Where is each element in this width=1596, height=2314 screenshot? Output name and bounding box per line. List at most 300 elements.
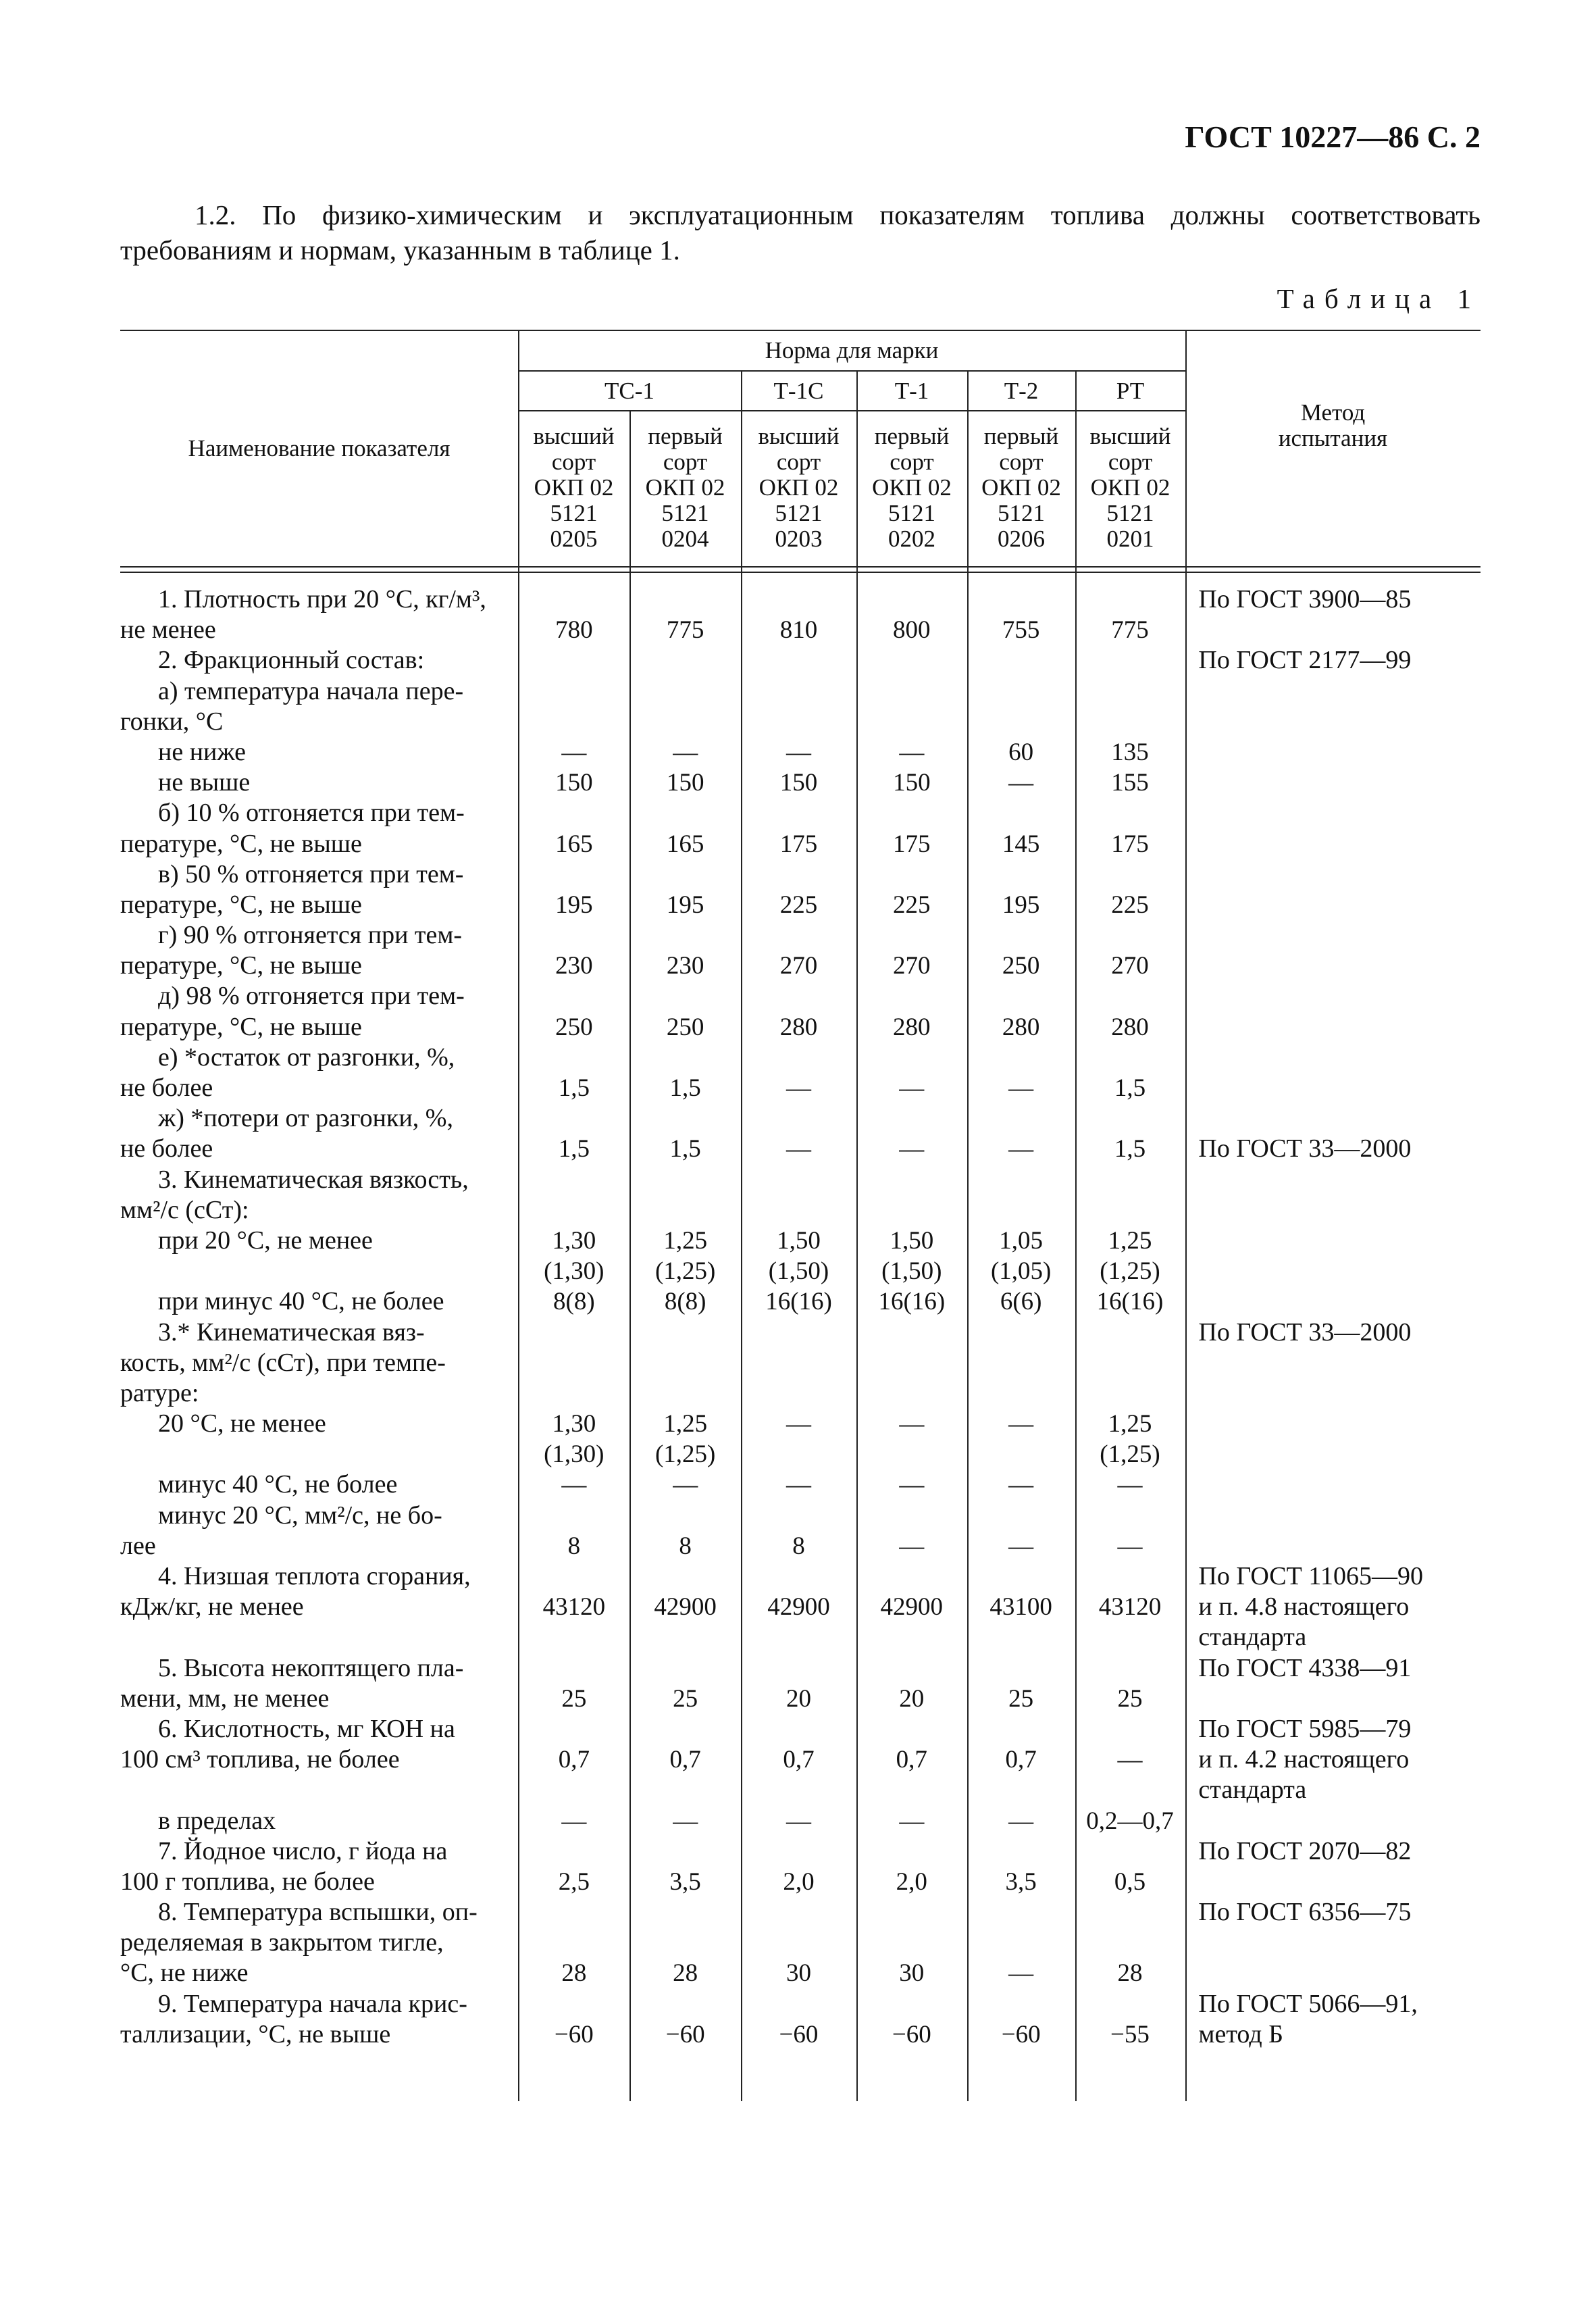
value-cell: 6(6): [1000, 1288, 1042, 1316]
value-cell: 755: [1002, 616, 1040, 645]
value-cell: 0,7: [896, 1746, 927, 1774]
value-cell: [518, 1836, 629, 1867]
value-cell: 1,5: [1114, 1135, 1146, 1163]
value-cell: 16(16): [878, 1288, 946, 1316]
sort-header-line: 0204: [661, 526, 709, 552]
value-cell: [1075, 920, 1185, 951]
method-cell: [1185, 1103, 1481, 1134]
method-cell: [1185, 707, 1481, 737]
value-cell: [967, 1897, 1075, 1928]
value-cell: (1,30): [544, 1257, 604, 1286]
value-cell: [1075, 1836, 1185, 1867]
value-cell: [518, 1501, 629, 1531]
method-cell: [1185, 1531, 1481, 1561]
method-cell: [1185, 1165, 1481, 1195]
value-cell: [741, 1042, 856, 1073]
value-cell: [967, 981, 1075, 1011]
value-cell: —: [786, 1471, 812, 1499]
value-cell: [856, 1195, 967, 1226]
value-cell: 800: [893, 616, 931, 645]
value-cell: —: [899, 1410, 925, 1438]
value-cell: 30: [899, 1959, 925, 1988]
sort-header-cell: [967, 424, 1075, 552]
table-row: [120, 676, 1481, 707]
table-row: [120, 584, 1481, 615]
indicator-name-cell: не выше: [158, 768, 251, 797]
value-cell: [629, 1103, 741, 1134]
value-cell: 225: [1111, 890, 1149, 919]
value-cell: [856, 676, 967, 707]
value-cell: 60: [1008, 738, 1034, 766]
method-cell: По ГОСТ 3900—85: [1198, 585, 1412, 613]
value-cell: 43120: [1098, 1593, 1162, 1621]
value-cell: [1075, 1042, 1185, 1073]
method-cell: [1185, 1195, 1481, 1226]
value-cell: [629, 1653, 741, 1684]
value-cell: 25: [1008, 1684, 1034, 1713]
indicator-name-cell: 100 см³ топлива, не более: [120, 1745, 400, 1774]
value-cell: [1075, 584, 1185, 615]
sort-header-line: сорт: [1108, 449, 1153, 475]
col-header-norm: Норма для марки: [765, 337, 939, 363]
method-cell: и п. 4.8 настоящего: [1198, 1592, 1410, 1621]
value-cell: [518, 1622, 629, 1653]
indicator-name-cell: мени, мм, не менее: [120, 1684, 330, 1713]
sort-header-line: 0203: [775, 526, 823, 552]
value-cell: [856, 584, 967, 615]
value-cell: [1075, 1775, 1185, 1805]
value-cell: [741, 676, 856, 707]
value-cell: [967, 645, 1075, 676]
indicator-name-cell: пературе, °С, не выше: [120, 829, 362, 858]
value-cell: (1,25): [654, 1440, 716, 1469]
value-cell: [741, 981, 856, 1011]
value-cell: [629, 1165, 741, 1195]
method-cell: [1185, 829, 1481, 859]
indicator-name-cell: 4. Низшая теплота сгорания,: [158, 1562, 471, 1590]
value-cell: 1,25: [1108, 1226, 1152, 1255]
value-cell: [629, 645, 741, 676]
value-cell: 175: [893, 830, 931, 858]
table-row: [120, 1012, 1481, 1042]
indicator-name-cell: б) 10 % отгоняется при тем-: [158, 799, 465, 828]
value-cell: [629, 1348, 741, 1378]
sort-header-line: ОКП 02: [981, 474, 1061, 501]
value-cell: [518, 1348, 629, 1378]
indicator-name-cell: пературе, °С, не выше: [120, 890, 362, 919]
table-row: [120, 768, 1481, 798]
value-cell: [856, 1165, 967, 1195]
value-cell: [1075, 1317, 1185, 1348]
value-cell: 3,5: [1005, 1867, 1037, 1896]
value-cell: [518, 1378, 629, 1409]
table-row: [120, 1348, 1481, 1378]
value-cell: 1,5: [1114, 1074, 1146, 1102]
value-cell: [856, 1501, 967, 1531]
value-cell: [629, 798, 741, 828]
indicator-name-cell: пературе, °С, не выше: [120, 951, 362, 980]
indicator-name-cell: д) 98 % отгоняется при тем-: [158, 982, 465, 1011]
value-cell: [856, 1928, 967, 1958]
value-cell: [967, 1501, 1075, 1531]
indicator-name-cell: при 20 °С, не менее: [158, 1226, 373, 1255]
table-row: [120, 1165, 1481, 1195]
table-row: [120, 829, 1481, 859]
value-cell: [518, 584, 629, 615]
value-cell: [967, 1042, 1075, 1073]
table-row: [120, 1867, 1481, 1897]
value-cell: [741, 1501, 856, 1531]
value-cell: 775: [666, 616, 704, 645]
table-row: [120, 951, 1481, 981]
value-cell: [1075, 981, 1185, 1011]
sort-header-line: сорт: [551, 449, 596, 475]
method-cell: [1185, 1286, 1481, 1317]
value-cell: [967, 798, 1075, 828]
table-row: [120, 1256, 1481, 1286]
value-cell: [856, 645, 967, 676]
value-cell: [629, 859, 741, 890]
value-cell: 195: [666, 890, 704, 919]
value-cell: —: [561, 1471, 587, 1499]
value-cell: 145: [1002, 830, 1040, 858]
indicator-name-cell: лее: [120, 1531, 156, 1560]
value-cell: [1075, 1897, 1185, 1928]
method-cell: [1185, 1256, 1481, 1286]
value-cell: —: [1117, 1532, 1143, 1560]
value-cell: [629, 1195, 741, 1226]
table-caption: Таблица 1: [1277, 283, 1481, 314]
value-cell: 28: [673, 1959, 698, 1988]
method-cell: [1185, 1928, 1481, 1958]
value-cell: [741, 1775, 856, 1805]
sort-header-line: сорт: [999, 449, 1044, 475]
value-cell: 1,25: [1108, 1410, 1152, 1438]
value-cell: 42900: [880, 1593, 944, 1621]
value-cell: [629, 981, 741, 1011]
value-cell: 810: [779, 616, 818, 645]
value-cell: 1,30: [552, 1410, 596, 1438]
value-cell: [1075, 859, 1185, 890]
method-cell: [1185, 615, 1481, 645]
value-cell: [856, 798, 967, 828]
sort-header-cell: [518, 424, 629, 552]
method-cell: [1185, 1684, 1481, 1714]
value-cell: [741, 1714, 856, 1744]
value-cell: (1,25): [1100, 1440, 1160, 1469]
value-cell: 8(8): [553, 1288, 595, 1316]
method-cell: По ГОСТ 11065—90: [1198, 1562, 1423, 1590]
value-cell: 0,7: [669, 1746, 701, 1774]
value-cell: [518, 981, 629, 1011]
value-cell: [1075, 1928, 1185, 1958]
grade-t1s: Т-1С: [773, 378, 824, 404]
value-cell: [629, 707, 741, 737]
value-cell: [1075, 1501, 1185, 1531]
value-cell: [629, 1378, 741, 1409]
value-cell: 1,50: [890, 1226, 934, 1255]
method-cell: метод Б: [1198, 2019, 1283, 2048]
method-cell: По ГОСТ 5985—79: [1198, 1714, 1412, 1743]
value-cell: [629, 1836, 741, 1867]
value-cell: 0,5: [1114, 1867, 1146, 1896]
method-cell: [1185, 1378, 1481, 1409]
value-cell: 43100: [989, 1593, 1052, 1621]
indicator-name-cell: минус 40 °С, не более: [158, 1470, 398, 1499]
value-cell: [967, 1989, 1075, 2019]
value-cell: [967, 1348, 1075, 1378]
method-cell: [1185, 951, 1481, 981]
col-header-method: [1185, 400, 1481, 451]
value-cell: 0,7: [1005, 1746, 1037, 1774]
value-cell: [856, 1561, 967, 1592]
value-cell: —: [1008, 1471, 1034, 1499]
indicator-name-cell: 100 г топлива, не более: [120, 1867, 375, 1896]
value-cell: —: [1008, 1532, 1034, 1560]
indicator-name-cell: не ниже: [158, 737, 246, 766]
table-row: [120, 1592, 1481, 1622]
value-cell: [629, 1775, 741, 1805]
value-cell: [741, 1439, 856, 1469]
table-row: [120, 1531, 1481, 1561]
value-cell: 175: [1111, 830, 1149, 858]
table-row: [120, 1806, 1481, 1836]
value-cell: −55: [1110, 2020, 1150, 2048]
value-cell: [518, 1317, 629, 1348]
value-cell: [1075, 1989, 1185, 2019]
value-cell: [741, 1836, 856, 1867]
value-cell: —: [1008, 769, 1034, 797]
sort-header-cell: [856, 424, 967, 552]
indicator-name-cell: [120, 1775, 518, 1805]
value-cell: [967, 1622, 1075, 1653]
value-cell: [741, 1317, 856, 1348]
indicator-name-cell: а) температура начала пере-: [158, 676, 464, 705]
value-cell: 165: [666, 830, 704, 858]
value-cell: [741, 1195, 856, 1226]
table-row: [120, 737, 1481, 768]
value-cell: [741, 1103, 856, 1134]
value-cell: —: [786, 738, 812, 766]
value-cell: [1075, 707, 1185, 737]
value-cell: [856, 1897, 967, 1928]
indicator-name-cell: ределяемая в закрытом тигле,: [120, 1928, 444, 1957]
value-cell: 28: [1117, 1959, 1143, 1988]
table-row: [120, 981, 1481, 1011]
value-cell: 225: [779, 890, 818, 919]
value-cell: [741, 1928, 856, 1958]
method-cell: [1185, 1409, 1481, 1439]
value-cell: −60: [892, 2020, 931, 2048]
value-cell: 2,0: [783, 1867, 815, 1896]
value-cell: [856, 920, 967, 951]
value-cell: [967, 676, 1075, 707]
grade-ts1: ТС-1: [604, 378, 654, 404]
value-cell: [518, 1989, 629, 2019]
value-cell: —: [673, 1807, 698, 1835]
value-cell: [856, 1348, 967, 1378]
value-cell: [967, 1836, 1075, 1867]
method-cell: [1185, 859, 1481, 890]
value-cell: —: [899, 1135, 925, 1163]
value-cell: [518, 1897, 629, 1928]
table-row: [120, 707, 1481, 737]
indicator-name-cell: минус 20 °С, мм²/с, не бо-: [158, 1501, 442, 1530]
value-cell: [856, 981, 967, 1011]
value-cell: [967, 1775, 1075, 1805]
table-row: [120, 859, 1481, 890]
method-cell: [1185, 1439, 1481, 1469]
sort-header-line: ОКП 02: [758, 474, 839, 501]
indicator-name-cell: пературе, °С, не выше: [120, 1012, 362, 1041]
method-cell: По ГОСТ 33—2000: [1198, 1134, 1412, 1163]
value-cell: 2,0: [896, 1867, 927, 1896]
method-cell: [1185, 1806, 1481, 1836]
header-line-grades: [518, 410, 1185, 411]
value-cell: [856, 859, 967, 890]
sort-header-line: ОКП 02: [1090, 474, 1170, 501]
value-cell: [741, 1378, 856, 1409]
indicator-name-cell: не более: [120, 1134, 213, 1163]
method-cell: и п. 4.2 настоящего: [1198, 1745, 1410, 1774]
method-cell: По ГОСТ 4338—91: [1198, 1653, 1412, 1682]
value-cell: —: [561, 1807, 587, 1835]
value-cell: 20: [899, 1684, 925, 1713]
value-cell: [1075, 1195, 1185, 1226]
sort-header-line: 0206: [998, 526, 1045, 552]
table-row: [120, 1409, 1481, 1439]
indicator-name-cell: [120, 1439, 518, 1469]
value-cell: [741, 920, 856, 951]
value-cell: [1075, 1653, 1185, 1684]
indicator-name-cell: г) 90 % отгоняется при тем-: [158, 921, 463, 950]
value-cell: [856, 1714, 967, 1744]
value-cell: [856, 1378, 967, 1409]
value-cell: 16(16): [765, 1288, 832, 1316]
indicator-name-cell: кость, мм²/с (сСт), при темпе-: [120, 1348, 446, 1377]
table-row: [120, 1439, 1481, 1469]
value-cell: 1,5: [558, 1074, 590, 1102]
sort-header-line: высший: [758, 423, 840, 449]
value-cell: [518, 707, 629, 737]
value-cell: —: [1008, 1135, 1034, 1163]
sort-header-line: 0202: [888, 526, 935, 552]
grade-t1: Т-1: [894, 378, 929, 404]
value-cell: [629, 1622, 741, 1653]
value-cell: —: [561, 738, 587, 766]
value-cell: [856, 1439, 967, 1469]
table-row: [120, 1226, 1481, 1256]
value-cell: [967, 1378, 1075, 1409]
indicator-name-cell: 3. Кинематическая вязкость,: [158, 1165, 469, 1194]
method-cell: [1185, 1042, 1481, 1073]
sort-header-cell: [741, 424, 856, 552]
value-cell: −60: [665, 2020, 705, 2048]
value-cell: [741, 859, 856, 890]
value-cell: [629, 1561, 741, 1592]
value-cell: [518, 1561, 629, 1592]
value-cell: [1075, 1103, 1185, 1134]
method-cell: [1185, 890, 1481, 920]
method-cell: [1185, 981, 1481, 1011]
table-row: [120, 1653, 1481, 1684]
value-cell: 150: [666, 769, 704, 797]
value-cell: 16(16): [1096, 1288, 1164, 1316]
value-cell: [629, 920, 741, 951]
sort-header-line: 5121: [998, 500, 1045, 526]
sort-header-line: 5121: [1106, 500, 1154, 526]
value-cell: 1,5: [669, 1135, 701, 1163]
sort-header-line: 0201: [1106, 526, 1154, 552]
value-cell: [518, 676, 629, 707]
table-row: [120, 890, 1481, 920]
value-cell: [856, 707, 967, 737]
indicator-name-cell: при минус 40 °С, не более: [158, 1287, 444, 1316]
value-cell: 42900: [654, 1593, 717, 1621]
indicator-name-cell: 7. Йодное число, г йода на: [158, 1836, 448, 1865]
table-row: [120, 798, 1481, 828]
table-row: [120, 1286, 1481, 1317]
sort-header-cell: [629, 424, 741, 552]
table-row: [120, 920, 1481, 951]
indicator-name-cell: кДж/кг, не менее: [120, 1592, 304, 1621]
value-cell: 8: [567, 1532, 581, 1560]
col-header-name: Наименование показателя: [188, 435, 451, 461]
value-cell: [856, 1042, 967, 1073]
method-cell: [1185, 1469, 1481, 1500]
value-cell: [1075, 676, 1185, 707]
value-cell: [629, 1989, 741, 2019]
sort-header-line: 5121: [888, 500, 935, 526]
value-cell: [741, 645, 856, 676]
value-cell: (1,50): [881, 1257, 942, 1286]
value-cell: —: [786, 1807, 812, 1835]
table-row: [120, 1469, 1481, 1500]
value-cell: [518, 859, 629, 890]
sort-header-line: первый: [648, 423, 723, 449]
sort-header-line: первый: [874, 423, 950, 449]
value-cell: 1,5: [669, 1074, 701, 1102]
value-cell: 30: [786, 1959, 811, 1988]
indicator-name-cell: 5. Высота некоптящего пла-: [158, 1653, 464, 1682]
method-cell: [1185, 737, 1481, 768]
sort-header-line: ОКП 02: [645, 474, 725, 501]
indicator-name-cell: 2. Фракционный состав:: [158, 646, 425, 675]
value-cell: [967, 859, 1075, 890]
indicator-name-cell: 6. Кислотность, мг КОН на: [158, 1714, 455, 1743]
method-cell: [1185, 1012, 1481, 1042]
value-cell: 225: [893, 890, 931, 919]
value-cell: 20: [786, 1684, 811, 1713]
value-cell: [629, 1501, 741, 1531]
value-cell: 270: [779, 952, 818, 980]
sort-header-line: ОКП 02: [872, 474, 952, 501]
value-cell: —: [786, 1074, 811, 1102]
value-cell: 2,5: [558, 1867, 590, 1896]
value-cell: 3,5: [669, 1867, 701, 1896]
indicator-name-cell: мм²/с (сСт):: [120, 1195, 249, 1224]
indicator-name-cell: 3.* Кинематическая вяз-: [158, 1317, 425, 1347]
table-row: [120, 1561, 1481, 1592]
indicator-name-cell: 9. Температура начала крис-: [158, 1989, 467, 2018]
table-body: [120, 584, 1481, 2050]
value-cell: —: [899, 1807, 925, 1835]
value-cell: [629, 1714, 741, 1744]
method-cell: По ГОСТ 33—2000: [1198, 1317, 1412, 1347]
value-cell: [518, 1103, 629, 1134]
indicator-name-cell: е) *остаток от разгонки, %,: [158, 1042, 455, 1072]
value-cell: 150: [555, 769, 593, 797]
